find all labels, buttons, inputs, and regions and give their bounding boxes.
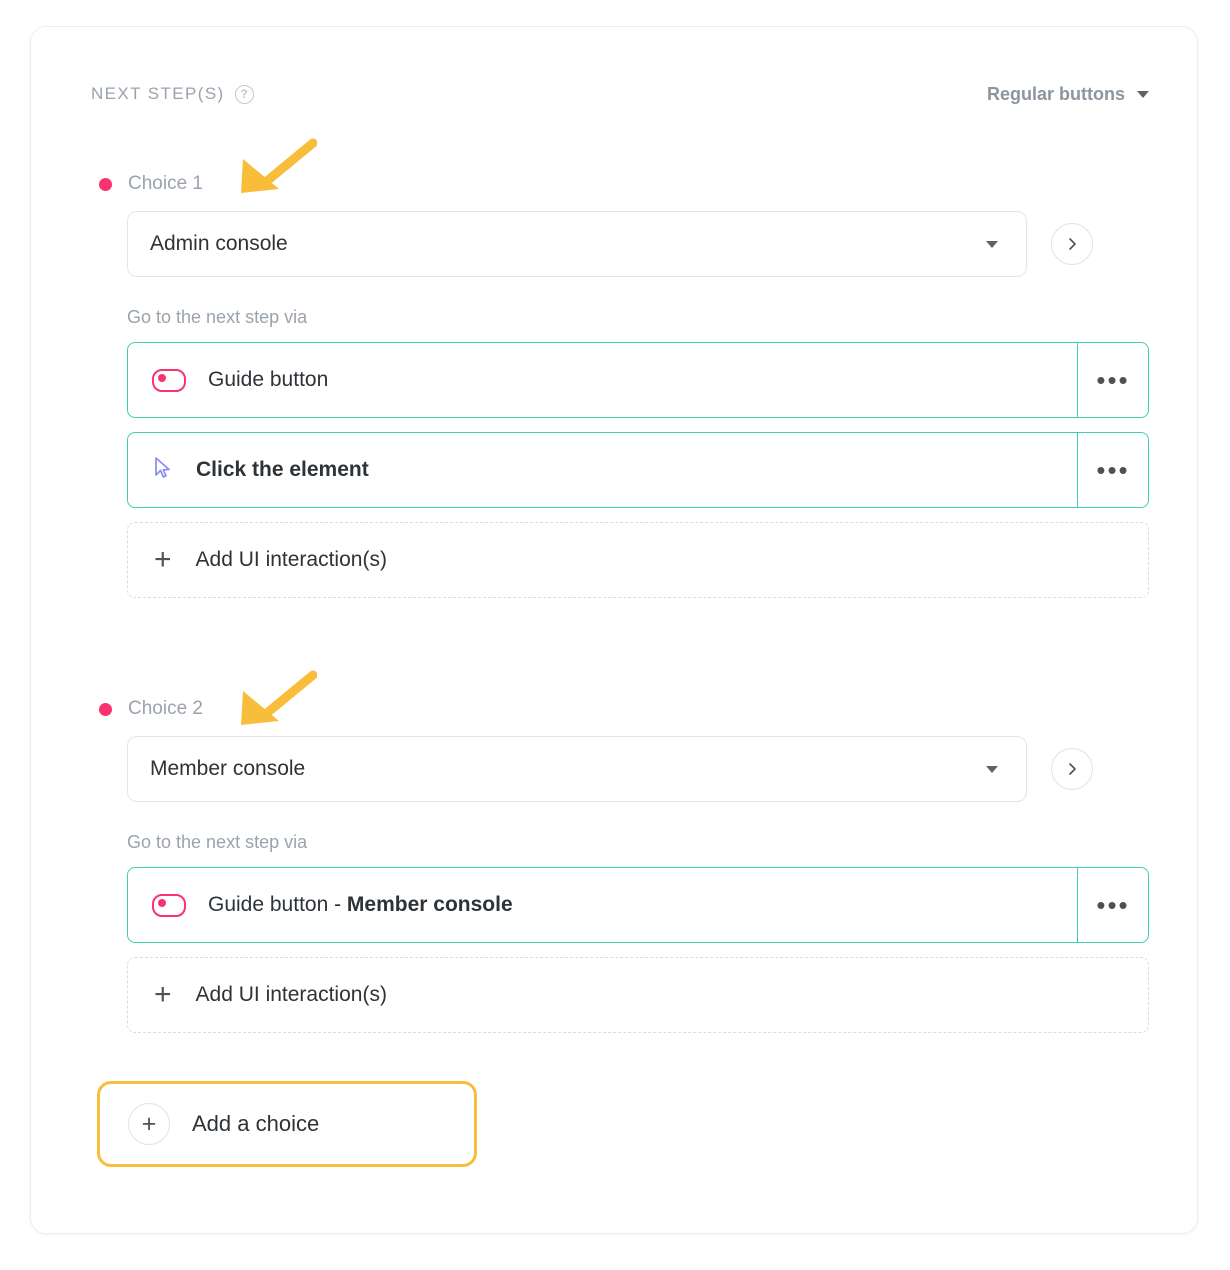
next-steps-panel: [30, 26, 1198, 1234]
choice-2-action-1-prefix: Guide button -: [208, 893, 347, 916]
choice-2-add-ui-interaction-label: Add UI interaction(s): [195, 983, 387, 1006]
choice-1-action-1-label: Guide button: [208, 368, 329, 391]
choice-1-action-2-label: Click the element: [196, 458, 369, 481]
choice-1-header: [99, 173, 1149, 195]
toggle-icon: [152, 894, 186, 917]
choice-2-via-label: Go to the next step via: [127, 832, 308, 852]
choice-1-select-value: Admin console: [150, 232, 288, 255]
cursor-icon: [152, 456, 174, 485]
choice-2-goto-button[interactable]: [1051, 748, 1093, 790]
chevron-down-icon: [986, 241, 998, 248]
choice-2-add-ui-interaction[interactable]: [127, 957, 1149, 1033]
choice-bullet-icon: [99, 178, 112, 191]
button-mode-value: Regular buttons: [987, 83, 1125, 104]
choice-2-action-guide-button[interactable]: [127, 867, 1149, 943]
choice-2-select-value: Member console: [150, 757, 306, 780]
choice-block-2: [91, 698, 1149, 1033]
choice-1-add-ui-interaction-label: Add UI interaction(s): [195, 548, 387, 571]
choice-1-label: Choice 1: [128, 173, 203, 194]
choice-2-header: [99, 698, 1149, 720]
chevron-right-icon: [1065, 237, 1079, 251]
choice-2-action-1-label: [208, 893, 513, 917]
section-title: [91, 84, 254, 104]
toggle-icon: [152, 369, 186, 392]
choice-1-action-click-element[interactable]: [127, 432, 1149, 508]
add-choice-button[interactable]: [97, 1081, 477, 1167]
choice-1-action-2-menu-button[interactable]: •••: [1077, 433, 1148, 507]
choice-block-1: [91, 173, 1149, 598]
choice-2-action-1-main[interactable]: [128, 868, 1077, 942]
question-mark-icon[interactable]: ?: [235, 85, 254, 104]
choice-2-select-row: [127, 736, 1149, 802]
chevron-right-icon: [1065, 762, 1079, 776]
choice-1-goto-button[interactable]: [1051, 223, 1093, 265]
choice-1-select-row: [127, 211, 1149, 277]
choice-1-select[interactable]: [127, 211, 1027, 277]
choice-2-select[interactable]: [127, 736, 1027, 802]
choice-1-via-label: Go to the next step via: [127, 307, 308, 327]
choice-1-action-2-main[interactable]: [128, 433, 1077, 507]
page-title: NEXT STEP(S): [91, 84, 225, 103]
choice-2-action-1-menu-button[interactable]: •••: [1077, 868, 1148, 942]
choice-1-action-guide-button[interactable]: [127, 342, 1149, 418]
plus-circle-icon: +: [128, 1103, 170, 1145]
choice-2-label: Choice 2: [128, 698, 203, 719]
choice-bullet-icon: [99, 703, 112, 716]
chevron-down-icon: [1137, 91, 1149, 98]
plus-icon: +: [154, 543, 172, 576]
choice-1-action-1-menu-button[interactable]: •••: [1077, 343, 1148, 417]
add-choice-label: Add a choice: [192, 1111, 320, 1136]
choice-1-add-ui-interaction[interactable]: [127, 522, 1149, 598]
choice-1-action-1-main[interactable]: [128, 343, 1077, 417]
plus-icon: +: [154, 978, 172, 1011]
panel-header: [91, 77, 1149, 111]
button-mode-dropdown[interactable]: [987, 84, 1149, 105]
choice-2-action-1-strong: Member console: [346, 893, 513, 916]
chevron-down-icon: [986, 766, 998, 773]
